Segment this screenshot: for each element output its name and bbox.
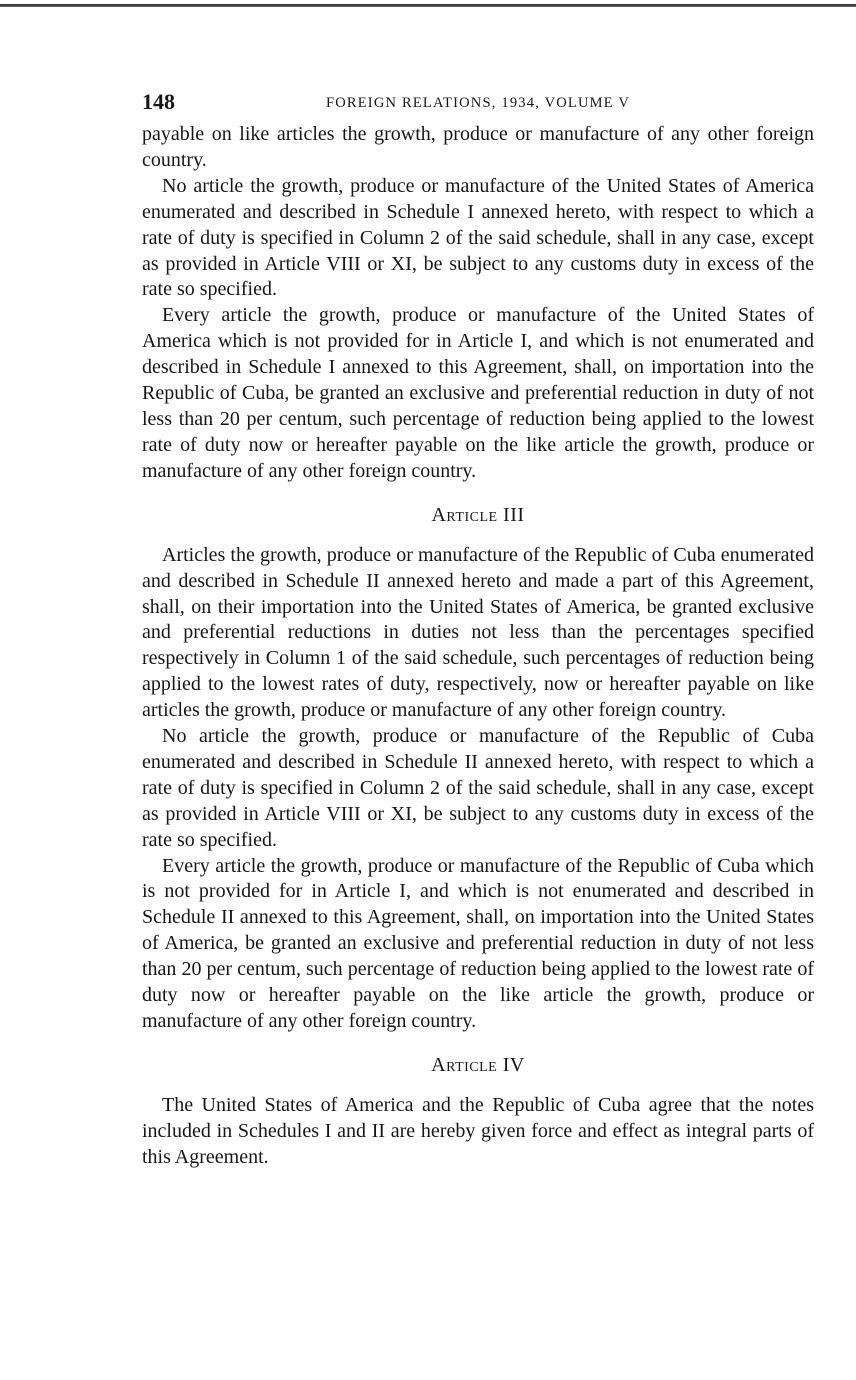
paragraph: The United States of America and the Republic of Cuba agree that the notes included in Schedules I and II are hereby given force and effect as integral parts of this Agreement. [142, 1093, 814, 1168]
running-title: FOREIGN RELATIONS, 1934, VOLUME V [325, 95, 631, 111]
page-number: 148 [142, 89, 175, 114]
paragraph: No article the growth, produce or manufacture of the Republic of Cuba enumerated and described in Schedule II annexed hereto, with respect to which a rate of duty is specified in Column 2 of the said schedule, shall in any case, except as provided in Article VIII or XI, be subject to any customs duty in excess of the rate so specified. [142, 725, 814, 851]
top-border-rule [0, 4, 856, 7]
article-3-heading: Article III [431, 503, 525, 526]
article-4-heading: Article IV [431, 1053, 525, 1076]
document-page [142, 88, 814, 1171]
running-header [142, 88, 814, 120]
section-article-2-continued [142, 122, 814, 485]
paragraph: Every article the growth, produce or manufacture of the Republic of Cuba which is not provided for in Article I, and which is not enumerated and described in Schedule II annexed to this Agreement, shall, on importation into the United States of America, be granted an exclusive and preferential reduction in duty of not less than 20 per centum, such percentage of reduction being applied to the lowest rate of duty now or hereafter payable on the like article the growth, produce or manufacture of any other foreign country. [142, 854, 814, 1032]
paragraph: payable on like articles the growth, produce or manufacture of any other foreign country. [142, 123, 814, 171]
section-article-3 [142, 543, 814, 1035]
section-article-4 [142, 1093, 814, 1171]
paragraph: Articles the growth, produce or manufacture of the Republic of Cuba enumerated and described in Schedule II annexed hereto and made a part of this Agreement, shall, on their importation into the United States of America, be granted exclusive and preferential reductions in duties not less than the percentages specified respectively in Column 1 of the said schedule, such percentages of reduction being applied to the lowest rates of duty, respectively, now or hereafter payable on like articles the growth, produce or manufacture of any other foreign country. [142, 543, 814, 722]
paragraph: Every article the growth, produce or manufacture of the United States of America which is not provided for in Article I, and which is not enumerated and described in Schedule I annexed to this Agreement, shall, on importation into the Republic of Cuba, be granted an exclusive and preferential reduction in duty of not less than 20 per centum, such percentage of reduction being applied to the lowest rate of duty now or hereafter payable on the like article the growth, produce or manufacture of any other foreign country. [142, 304, 814, 482]
paragraph: No article the growth, produce or manufacture of the United States of America enumerated and described in Schedule I annexed hereto, with respect to which a rate of duty is specified in Column 2 of the said schedule, shall in any case, except as provided in Article VIII or XI, be subject to any customs duty in excess of the rate so specified. [142, 174, 814, 301]
